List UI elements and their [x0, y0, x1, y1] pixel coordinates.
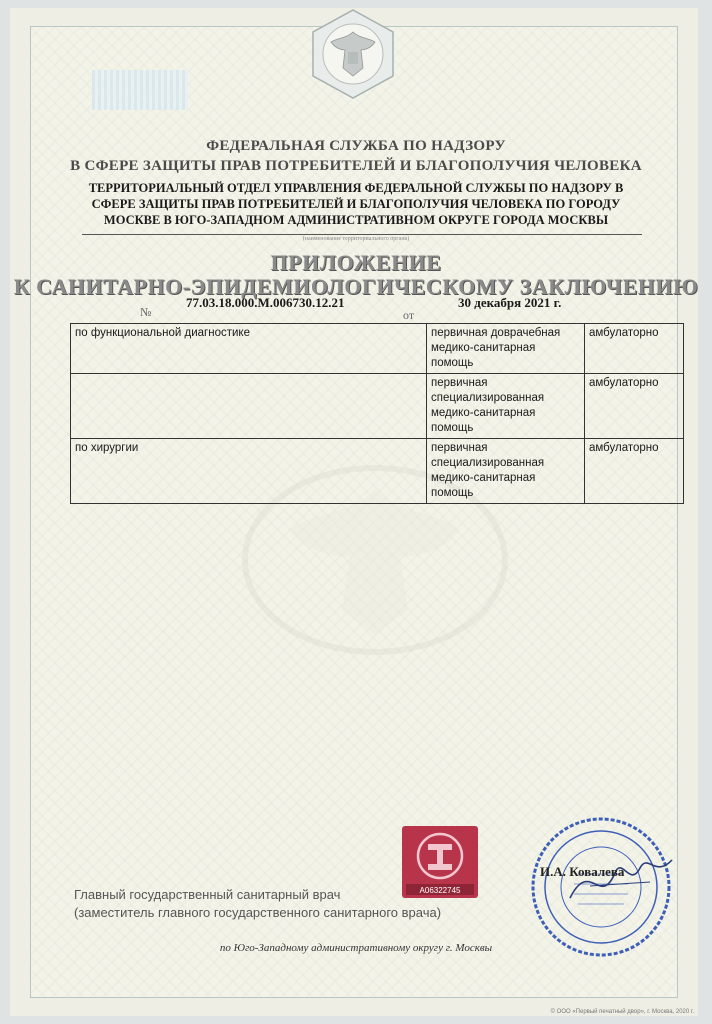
table-row — [71, 374, 684, 439]
activities-table — [70, 323, 684, 504]
agency-line-2: В СФЕРЕ ЗАЩИТЫ ПРАВ ПОТРЕБИТЕЛЕЙ И БЛАГОПОЛУЧИЯ ЧЕЛОВЕКА — [70, 158, 642, 174]
printer-imprint: © ООО «Первый печатный двор», г. Москва, 2020 г. — [550, 1009, 694, 1015]
hologram-strip — [92, 70, 188, 110]
department-underline — [82, 234, 642, 235]
signer-name: И.А. Ковалева — [540, 864, 625, 879]
agency-header — [0, 136, 712, 176]
activity-cell — [71, 374, 427, 439]
activity-cell: по функциональной диагностике — [71, 324, 427, 374]
conditions-cell: амбулаторно — [585, 324, 684, 374]
care-type-cell: первичная специализированная медико-санитарная помощь — [427, 374, 585, 439]
conditions-cell: амбулаторно — [585, 439, 684, 504]
document-date: 30 декабря 2021 г. — [458, 295, 562, 310]
agency-line-1: ФЕДЕРАЛЬНАЯ СЛУЖБА ПО НАДЗОРУ — [206, 138, 506, 154]
care-type-cell: первичная специализированная медико-санитарная помощь — [427, 439, 585, 504]
department-line-1: ТЕРРИТОРИАЛЬНЫЙ ОТДЕЛ УПРАВЛЕНИЯ ФЕДЕРАЛЬНОЙ СЛУЖБЫ ПО НАДЗОРУ В — [88, 181, 624, 195]
number-label: № — [140, 305, 152, 319]
table-row — [71, 439, 684, 504]
position-line-1: Главный государственный санитарный врач — [74, 887, 341, 902]
district-line: по Юго-Западному административному округу г. Москвы — [219, 942, 493, 954]
from-label: от — [403, 308, 415, 322]
signer-position — [74, 886, 441, 922]
conditions-cell: амбулаторно — [585, 374, 684, 439]
department-line-3: МОСКВЕ В ЮГО-ЗАПАДНОМ АДМИНИСТРАТИВНОМ ОКРУГЕ ГОРОДА МОСКВЫ — [103, 213, 609, 227]
department-header — [0, 180, 712, 228]
department-caption: (наименование территориального органа) — [302, 236, 410, 242]
care-type-cell: первичная доврачебная медико-санитарная помощь — [427, 324, 585, 374]
table-row — [71, 324, 684, 374]
title-line-1: ПРИЛОЖЕНИЕ — [270, 250, 442, 275]
coat-of-arms-emblem — [307, 8, 399, 100]
document-number: 77.03.18.000.М.006730.12.21 — [186, 295, 345, 310]
activity-cell: по хирургии — [71, 439, 427, 504]
position-line-2: (заместитель главного государственного санитарного врача) — [74, 905, 442, 920]
department-line-2: СФЕРЕ ЗАЩИТЫ ПРАВ ПОТРЕБИТЕЛЕЙ И БЛАГОПОЛУЧИЯ ЧЕЛОВЕКА ПО ГОРОДУ — [91, 197, 621, 211]
stamp-serial: А06322745 — [419, 886, 461, 895]
document-title — [0, 251, 712, 299]
title-line-2: К САНИТАРНО-ЭПИДЕМИОЛОГИЧЕСКОМУ ЗАКЛЮЧЕНИЮ — [13, 274, 699, 299]
